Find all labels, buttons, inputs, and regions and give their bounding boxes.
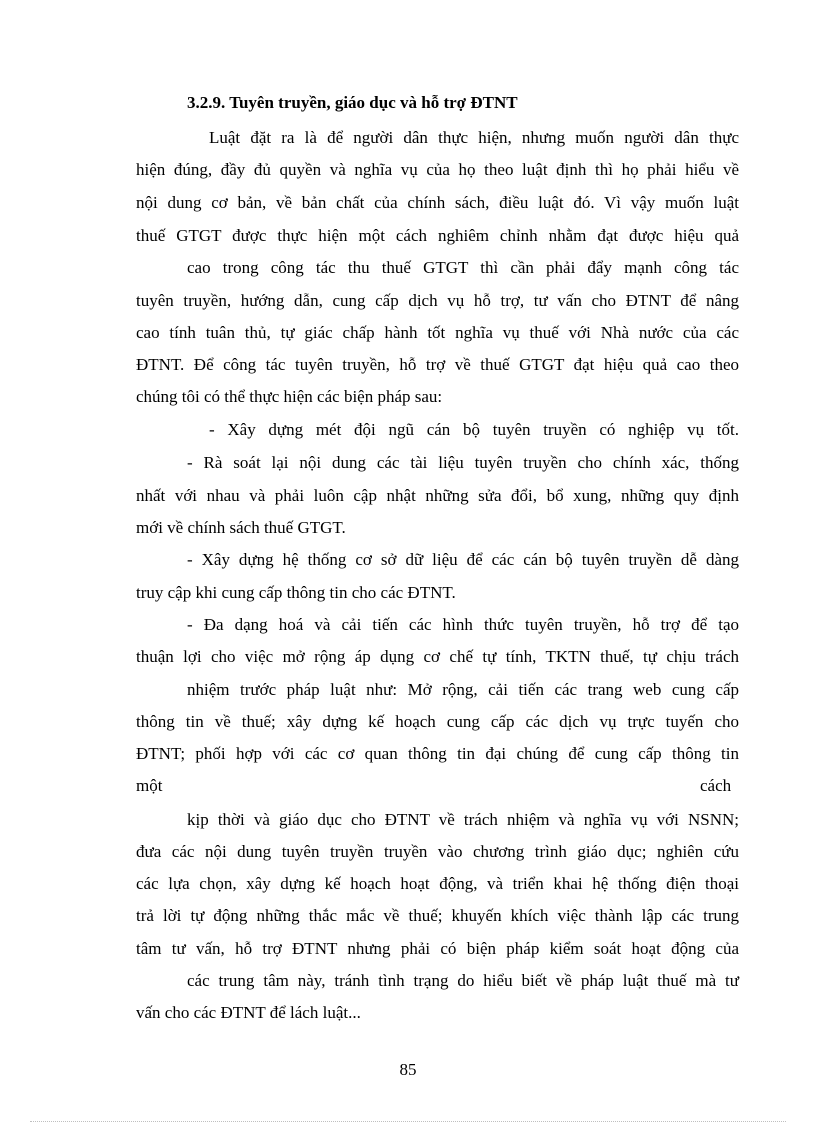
paragraph-line-end: cách [700, 776, 732, 795]
bullet-line: - Đa dạng hoá và cải tiến các hình thức tuyên truyền, hỗ trợ để tạo [187, 615, 739, 634]
paragraph-line: thông tin về thuế; xây dựng kế hoạch cung cấp các dịch vụ trực tuyến cho [136, 712, 739, 731]
paragraph-line: mới về chính sách thuế GTGT. [136, 518, 346, 537]
paragraph-line: thuận lợi cho việc mở rộng áp dụng cơ chế tự tính, TKTN thuế, tự chịu trách [136, 647, 739, 666]
bullet-line: - Rà soát lại nội dung các tài liệu tuyên truyền cho chính xác, thống [187, 453, 739, 472]
paragraph-line: thuế GTGT được thực hiện một cách nghiêm chỉnh nhằm đạt được hiệu quả [136, 226, 739, 245]
paragraph-line: cao trong công tác thu thuế GTGT thì cần phải đẩy mạnh công tác [187, 258, 739, 277]
section-heading: 3.2.9. Tuyên truyền, giáo dục và hỗ trợ ĐTNT [187, 93, 518, 112]
bullet-line: - Xây dựng hệ thống cơ sở dữ liệu để các cán bộ tuyên truyền dễ dàng [187, 550, 739, 569]
paragraph-line: nhiệm trước pháp luật như: Mở rộng, cải tiến các trang web cung cấp [187, 680, 739, 699]
paragraph-line: chúng tôi có thể thực hiện các biện pháp sau: [136, 387, 443, 406]
paragraph-line: kịp thời và giáo dục cho ĐTNT về trách nhiệm và nghĩa vụ với NSNN; [187, 810, 739, 829]
paragraph-line: nhất với nhau và phải luôn cập nhật những sửa đổi, bổ xung, những quy định [136, 486, 739, 505]
paragraph-line: tâm tư vấn, hỗ trợ ĐTNT nhưng phải có biện pháp kiểm soát hoạt động của [136, 939, 739, 958]
paragraph-line: đưa các nội dung tuyên truyền truyền vào chương trình giáo dục; nghiên cứu [136, 842, 739, 861]
bullet-line: - Xây dựng mét đội ngũ cán bộ tuyên truyền có nghiệp vụ tốt. [209, 420, 739, 439]
paragraph-line: Luật đặt ra là để người dân thực hiện, nhưng muốn người dân thực [209, 128, 739, 147]
paragraph-line: các lựa chọn, xây dựng kế hoạch hoạt động, và triển khai hệ thống điện thoại [136, 874, 739, 893]
paragraph-line: các trung tâm này, tránh tình trạng do hiểu biết về pháp luật thuế mà tư [187, 971, 739, 990]
paragraph-line: hiện đúng, đầy đủ quyền và nghĩa vụ của họ theo luật định thì họ phải hiểu về [136, 160, 739, 179]
paragraph-line: cao tính tuân thủ, tự giác chấp hành tốt nghĩa vụ thuế với Nhà nước của các [136, 323, 739, 342]
paragraph-line: vấn cho các ĐTNT để lách luật... [136, 1003, 361, 1022]
paragraph-line: tuyên truyền, hướng dẫn, cung cấp dịch vụ hỗ trợ, tư vấn cho ĐTNT để nâng [136, 291, 739, 310]
paragraph-line: truy cập khi cung cấp thông tin cho các ĐTNT. [136, 583, 456, 602]
paragraph-line: ĐTNT; phối hợp với các cơ quan thông tin đại chúng để cung cấp thông tin [136, 744, 739, 763]
page-number: 85 [399, 1060, 417, 1079]
paragraph-line-start: một [136, 776, 163, 795]
paragraph-line: ĐTNT. Để công tác tuyên truyền, hỗ trợ về thuế GTGT đạt hiệu quả cao theo [136, 355, 739, 374]
paragraph-line: nội dung cơ bản, về bản chất của chính sách, điều luật đó. Vì vậy muốn luật [136, 193, 739, 212]
page-bottom-border [30, 1121, 786, 1122]
paragraph-line: trả lời tự động những thắc mắc về thuế; khuyến khích việc thành lập các trung [136, 906, 739, 925]
